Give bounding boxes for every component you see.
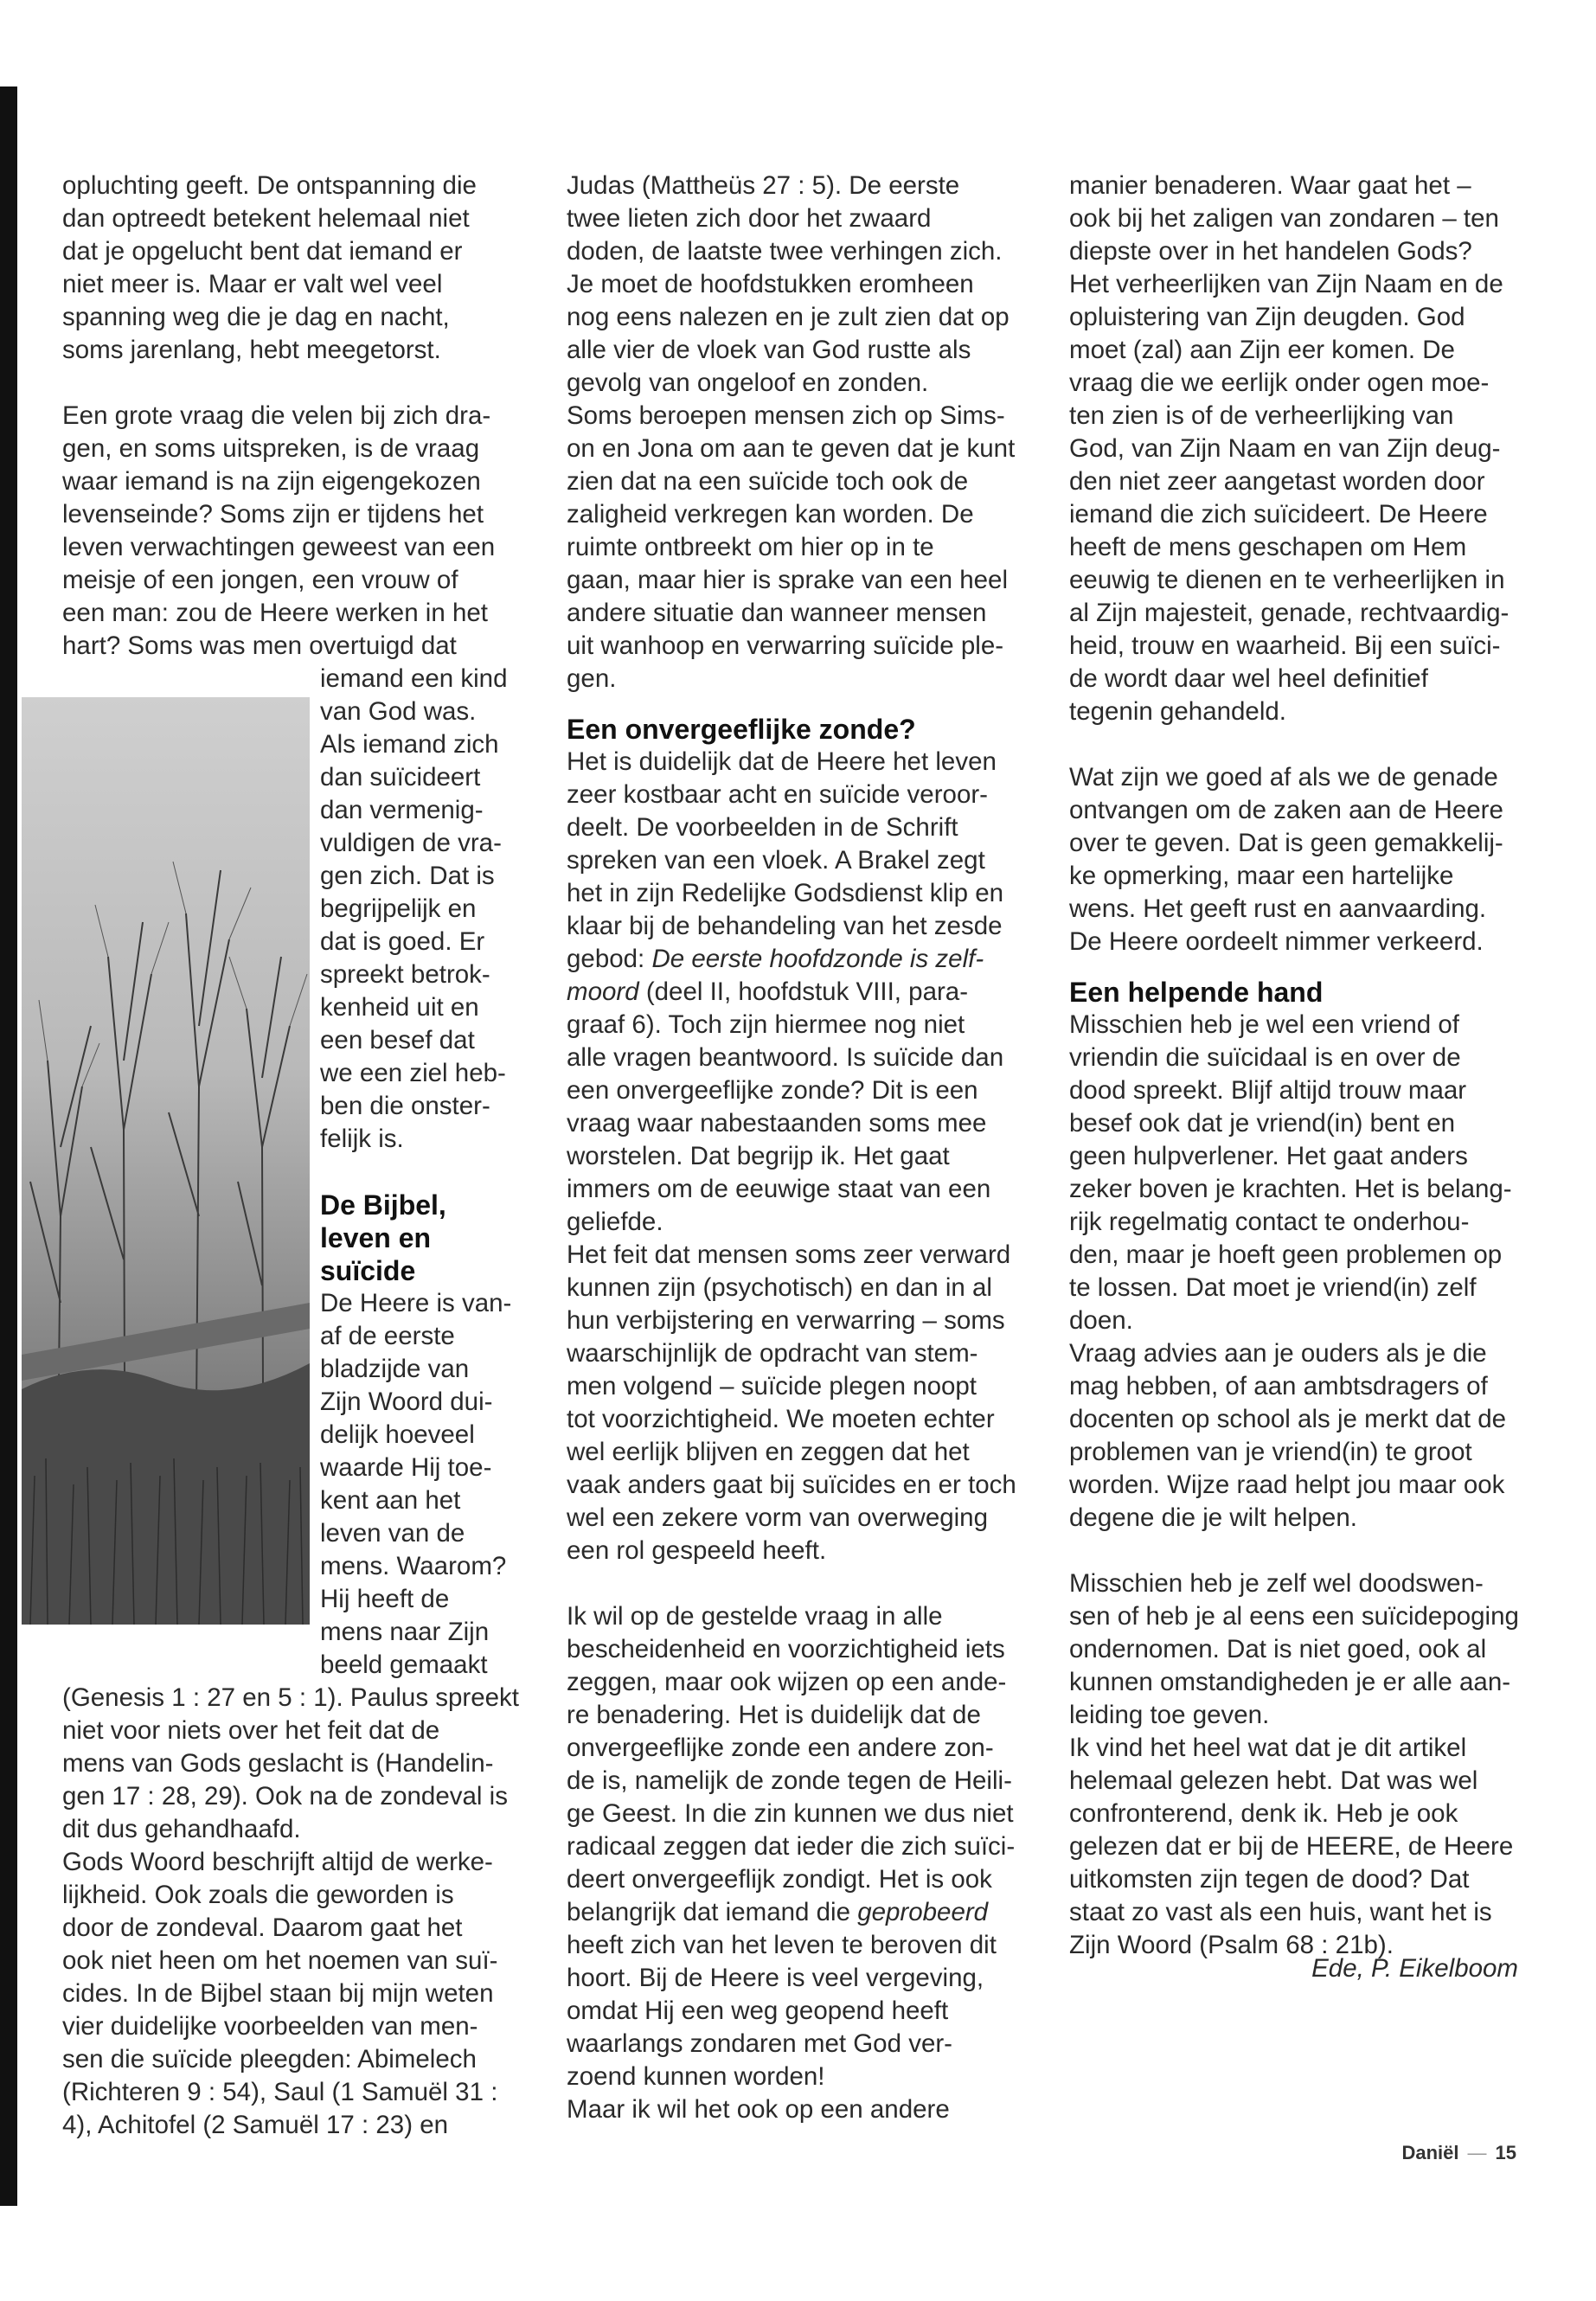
text-line: een besef dat: [320, 1026, 475, 1054]
magazine-name: Daniël: [1401, 2142, 1459, 2163]
heading-onvergeeflijke-zonde: Een onvergeeflijke zonde?: [567, 714, 916, 745]
text-line: mens van Gods geslacht is (Handelin-: [62, 1749, 494, 1778]
text-line: vaak anders gaat bij suïcides en er toch: [567, 1471, 1016, 1499]
column-3-text-b: [1069, 761, 1536, 958]
text-line: spanning weg die je dag en nacht,: [62, 303, 450, 331]
text-line: uit wanhoop en verwarring suïcide ple-: [567, 631, 1004, 660]
column-3-text-a: [1069, 170, 1536, 728]
text-line: spreekt betrok-: [320, 960, 490, 989]
text-line: den, maar je hoeft geen problemen op: [1069, 1240, 1503, 1269]
text-line: vraag waar nabestaanden soms mee: [567, 1109, 987, 1138]
text-line: worstelen. Dat begrijp ik. Het gaat: [567, 1142, 950, 1170]
text-line: Misschien heb je wel een vriend of: [1069, 1010, 1459, 1039]
column-1-top-text: [62, 170, 521, 663]
text-line: zien dat na een suïcide toch ook de: [567, 467, 969, 496]
text-line: kunnen omstandigheden je er alle aan-: [1069, 1668, 1511, 1696]
text-line: worden. Wijze raad helpt jou maar ook: [1069, 1471, 1505, 1499]
text-line: Hij heeft de: [320, 1585, 450, 1613]
text-line: graaf 6). Toch zijn hiermee nog niet: [567, 1010, 965, 1039]
column-1-bottom-text: [62, 1682, 521, 2142]
text-line: gen zich. Dat is: [320, 862, 495, 890]
text-line: rijk regelmatig contact te onderhou-: [1069, 1208, 1470, 1236]
text-line: geliefde.: [567, 1208, 663, 1236]
text-line: sen die suïcide pleegden: Abimelech: [62, 2045, 477, 2073]
text-line: men volgend – suïcide plegen noopt: [567, 1372, 977, 1400]
text-line: gevolg van ongeloof en zonden.: [567, 369, 929, 397]
column-2: [567, 170, 1025, 2126]
text-line: God, van Zijn Naam en van Zijn deug-: [1069, 434, 1501, 463]
text-line: al Zijn majesteit, genade, rechtvaardig-: [1069, 599, 1509, 627]
column-2-text-a: [567, 170, 1025, 695]
text-line: waarlangs zondaren met God ver-: [567, 2029, 953, 2058]
text-line: twee lieten zich door het zwaard: [567, 204, 932, 233]
text-line: hart? Soms was men overtuigd dat: [62, 631, 457, 660]
text-line: een onvergeeflijke zonde? Dit is een: [567, 1076, 978, 1105]
text-line: Misschien heb je zelf wel doodswen-: [1069, 1569, 1484, 1598]
text-line: alle vier de vloek van God rustte als: [567, 336, 971, 364]
text-line: Wat zijn we goed af als we de genade: [1069, 763, 1498, 792]
text-line: leiding toe geven.: [1069, 1701, 1270, 1729]
text-line: cides. In de Bijbel staan bij mijn weten: [62, 1979, 494, 2008]
text-line: ge Geest. In die zin kunnen we dus niet: [567, 1799, 1014, 1828]
text-line: zeer kostbaar acht en suïcide veroor-: [567, 780, 988, 809]
text-line: radicaal zeggen dat ieder die zich suïci-: [567, 1832, 1016, 1861]
text-line: door de zondeval. Daarom gaat het: [62, 1913, 463, 1942]
column-2-text-c: [567, 1009, 1025, 1567]
text-line: zaligheid verkregen kan worden. De: [567, 500, 974, 529]
text-line: Ik vind het heel wat dat je dit artikel: [1069, 1734, 1467, 1762]
text-line: begrijpelijk en: [320, 894, 477, 923]
text-line: vraag die we eerlijk onder ogen moe-: [1069, 369, 1490, 397]
text-line: Je moet de hoofdstukken eromheen: [567, 270, 974, 298]
text-line: helemaal gelezen hebt. Dat was wel: [1069, 1766, 1478, 1795]
column-2-text-b: [567, 746, 1025, 943]
text-line: opluistering van Zijn deugden. God: [1069, 303, 1465, 331]
page-footer: [1401, 2142, 1516, 2164]
text-line: doen.: [1069, 1306, 1133, 1335]
text-line: moet (zal) aan Zijn eer komen. De: [1069, 336, 1455, 364]
text-line: iemand die zich suïcideert. De Heere: [1069, 500, 1488, 529]
text-line: doden, de laatste twee verhingen zich.: [567, 237, 1003, 266]
text-line: Zijn Woord (Psalm 68 : 21b).: [1069, 1931, 1394, 1959]
text-line: leven verwachtingen geweest van een: [62, 533, 496, 561]
text-line: gen, en soms uitspreken, is de vraag: [62, 434, 480, 463]
text-line: Judas (Mattheüs 27 : 5). De eerste: [567, 171, 960, 200]
column-3-text-d: [1069, 1567, 1536, 1962]
text-line: waarde Hij toe-: [320, 1453, 492, 1482]
text-line: ke opmerking, maar een hartelijke: [1069, 862, 1454, 890]
gebod-line: gebod: De eerste hoofdzonde is zelf-: [567, 945, 984, 973]
text-line: heid, trouw en waarheid. Bij een suïci-: [1069, 631, 1501, 660]
text-line: bladzijde van: [320, 1355, 470, 1383]
text-line: dan suïcideert: [320, 763, 481, 792]
text-line: besef ook dat je vriend(in) bent en: [1069, 1109, 1456, 1138]
column-2-text-d: [567, 1600, 1025, 1896]
text-line: kenheid uit en: [320, 993, 479, 1022]
text-line: Soms beroepen mensen zich op Sims-: [567, 401, 1005, 430]
text-line: Als iemand zich: [320, 730, 499, 759]
text-line: gaan, maar hier is sprake van een heel: [567, 566, 1008, 594]
text-line: gen.: [567, 664, 617, 693]
text-line: zeker boven je krachten. Het is belang-: [1069, 1175, 1512, 1203]
text-line: een rol gespeeld heeft.: [567, 1536, 827, 1565]
text-line: delijk hoeveel: [320, 1420, 475, 1449]
text-line: ontvangen om de zaken aan de Heere: [1069, 796, 1503, 824]
text-line: uitkomsten zijn tegen de dood? Dat: [1069, 1865, 1470, 1894]
text-line: dat je opgelucht bent dat iemand er: [62, 237, 463, 266]
text-line: van God was.: [320, 697, 477, 726]
column-2-text-e: [567, 1929, 1025, 2126]
text-line: omdat Hij een weg geopend heeft: [567, 1997, 949, 2025]
text-line: ruimte ontbreekt om hier op in te: [567, 533, 934, 561]
text-line: waarschijnlijk de opdracht van stem-: [567, 1339, 978, 1368]
text-line: zoend kunnen worden!: [567, 2062, 825, 2091]
text-line: ten zien is of de verheerlijking van: [1069, 401, 1454, 430]
text-line: waar iemand is na zijn eigengekozen: [62, 467, 481, 496]
column-1-beside-photo-text-2: [62, 1287, 521, 1682]
moord-line: moord (deel II, hoofdstuk VIII, para-: [567, 977, 969, 1006]
geprobeerd-line: belangrijk dat iemand die geprobeerd: [567, 1898, 989, 1926]
page-number: 15: [1495, 2142, 1516, 2163]
text-line: het in zijn Redelijke Godsdienst klip en: [567, 879, 1004, 907]
column-3: [1069, 170, 1536, 1962]
text-line: andere situatie dan wanneer mensen: [567, 599, 987, 627]
text-line: we een ziel heb-: [320, 1059, 506, 1087]
text-line: af de eerste: [320, 1322, 455, 1350]
text-line: mens naar Zijn: [320, 1618, 490, 1646]
text-line: ook bij het zaligen van zondaren – ten: [1069, 204, 1499, 233]
text-line: hoort. Bij de Heere is veel vergeving,: [567, 1964, 984, 1992]
text-line: leven van de: [320, 1519, 465, 1548]
text-line: immers om de eeuwige staat van een: [567, 1175, 991, 1203]
text-line: bescheidenheid en voorzichtigheid iets: [567, 1635, 1005, 1663]
text-line: vriendin die suïcidaal is en over de: [1069, 1043, 1461, 1072]
text-line: mens. Waarom?: [320, 1552, 507, 1580]
text-line: Gods Woord beschrijft altijd de werke-: [62, 1848, 493, 1876]
text-line: heeft zich van het leven te beroven dit: [567, 1931, 997, 1959]
text-line: wens. Het geeft rust en aanvaarding.: [1069, 894, 1487, 923]
text-line: beeld gemaakt: [320, 1650, 488, 1679]
heading-helpende-hand: Een helpende hand: [1069, 977, 1324, 1008]
text-line: lijkheid. Ook zoals die geworden is: [62, 1881, 454, 1909]
text-line: deert onvergeeflijk zondigt. Het is ook: [567, 1865, 992, 1894]
text-line: opluchting geeft. De ontspanning die: [62, 171, 477, 200]
text-line: eeuwig te dienen en te verheerlijken in: [1069, 566, 1505, 594]
column-1: [62, 170, 521, 2142]
text-line: Het verheerlijken van Zijn Naam en de: [1069, 270, 1503, 298]
text-line: staat zo vast als een huis, want het is: [1069, 1898, 1492, 1926]
text-line: re benadering. Het is duidelijk dat de: [567, 1701, 981, 1729]
text-line: (Richteren 9 : 54), Saul (1 Samuël 31 :: [62, 2078, 498, 2106]
text-line: (Genesis 1 : 27 en 5 : 1). Paulus spreekt: [62, 1683, 520, 1712]
text-line: deelt. De voorbeelden in de Schrift: [567, 813, 958, 842]
text-line: spreken van een vloek. A Brakel zegt: [567, 846, 985, 875]
text-line: te lossen. Dat moet je vriend(in) zelf: [1069, 1273, 1477, 1302]
text-line: levenseinde? Soms zijn er tijdens het: [62, 500, 484, 529]
text-line: 4), Achitofel (2 Samuël 17 : 23) en: [62, 2111, 449, 2139]
text-line: De Heere oordeelt nimmer verkeerd.: [1069, 927, 1484, 956]
text-line: confronterend, denk ik. Heb je ook: [1069, 1799, 1458, 1828]
text-line: De Heere is van-: [320, 1289, 512, 1317]
text-line: de wordt daar wel heel definitief: [1069, 664, 1428, 693]
text-line: geen hulpverlener. Het gaat anders: [1069, 1142, 1468, 1170]
footer-separator: —: [1467, 2142, 1487, 2163]
text-line: Vraag advies aan je ouders als je die: [1069, 1339, 1487, 1368]
text-line: meisje of een jongen, een vrouw of: [62, 566, 458, 594]
text-line: manier benaderen. Waar gaat het –: [1069, 171, 1471, 200]
text-line: de is, namelijk de zonde tegen de Heili-: [567, 1766, 1012, 1795]
text-line: ben die onster-: [320, 1092, 490, 1120]
text-line: ook niet heen om het noemen van suï-: [62, 1946, 498, 1975]
text-line: sen of heb je al eens een suïcidepoging: [1069, 1602, 1519, 1631]
text-line: kunnen zijn (psychotisch) en dan in al: [567, 1273, 992, 1302]
text-line: Een grote vraag die velen bij zich dra-: [62, 401, 491, 430]
text-line: wel een zekere vorm van overweging: [567, 1503, 988, 1532]
column-1-beside-photo-text: [62, 663, 521, 1156]
text-line: dan vermenig-: [320, 796, 484, 824]
text-line: een man: zou de Heere werken in het: [62, 599, 488, 627]
author-signature: Ede, P. Eikelboom: [1311, 1954, 1518, 1983]
text-line: gen 17 : 28, 29). Ook na de zondeval is: [62, 1782, 508, 1811]
column-3-text-c: [1069, 1009, 1536, 1535]
text-line: niet meer is. Maar er valt wel veel: [62, 270, 443, 298]
text-line: Zijn Woord dui-: [320, 1388, 493, 1416]
text-line: diepste over in het handelen Gods?: [1069, 237, 1472, 266]
text-line: heeft de mens geschapen om Hem: [1069, 533, 1467, 561]
text-line: zeggen, maar ook wijzen op een ande-: [567, 1668, 1007, 1696]
text-line: docenten op school als je merkt dat de: [1069, 1405, 1507, 1433]
text-line: dat is goed. Er: [320, 927, 485, 956]
text-line: over te geven. Dat is geen gemakkelij-: [1069, 829, 1503, 857]
text-line: on en Jona om aan te geven dat je kunt: [567, 434, 1016, 463]
text-line: tegenin gehandeld.: [1069, 697, 1286, 726]
text-line: problemen van je vriend(in) te groot: [1069, 1438, 1472, 1466]
text-line: dit dus gehandhaafd.: [62, 1815, 301, 1843]
text-line: onvergeeflijke zonde een andere zon-: [567, 1734, 994, 1762]
text-line: wel eerlijk blijven en zeggen dat het: [567, 1438, 970, 1466]
text-line: iemand een kind: [320, 664, 508, 693]
text-line: felijk is.: [320, 1125, 404, 1153]
text-line: Ik wil op de gestelde vraag in alle: [567, 1602, 943, 1631]
text-line: vuldigen de vra-: [320, 829, 502, 857]
text-line: niet voor niets over het feit dat de: [62, 1716, 440, 1745]
text-line: mag hebben, of aan ambtsdragers of: [1069, 1372, 1488, 1400]
heading-bijbel-leven-suicide: De Bijbel, leven en suïcide: [320, 1189, 446, 1286]
text-line: degene die je wilt helpen.: [1069, 1503, 1357, 1532]
text-line: alle vragen beantwoord. Is suïcide dan: [567, 1043, 1004, 1072]
text-line: Het is duidelijk dat de Heere het leven: [567, 747, 997, 776]
text-line: gelezen dat er bij de HEERE, de Heere: [1069, 1832, 1514, 1861]
text-line: nog eens nalezen en je zult zien dat op: [567, 303, 1010, 331]
page-edge-bar: [0, 87, 17, 2206]
text-line: dood spreekt. Blijf altijd trouw maar: [1069, 1076, 1467, 1105]
text-line: den niet zeer aangetast worden door: [1069, 467, 1485, 496]
text-line: kent aan het: [320, 1486, 461, 1515]
text-line: klaar bij de behandeling van het zesde: [567, 912, 1003, 940]
text-line: dan optreedt betekent helemaal niet: [62, 204, 470, 233]
text-line: vier duidelijke voorbeelden van men-: [62, 2012, 478, 2041]
text-line: Het feit dat mensen soms zeer verward: [567, 1240, 1011, 1269]
text-line: ondernomen. Dat is niet goed, ook al: [1069, 1635, 1487, 1663]
text-line: soms jarenlang, hebt meegetorst.: [62, 336, 441, 364]
text-line: hun verbijstering en verwarring – soms: [567, 1306, 1005, 1335]
text-line: tot voorzichtigheid. We moeten echter: [567, 1405, 995, 1433]
text-line: Maar ik wil het ook op een andere: [567, 2095, 950, 2124]
text-line: [62, 367, 521, 400]
